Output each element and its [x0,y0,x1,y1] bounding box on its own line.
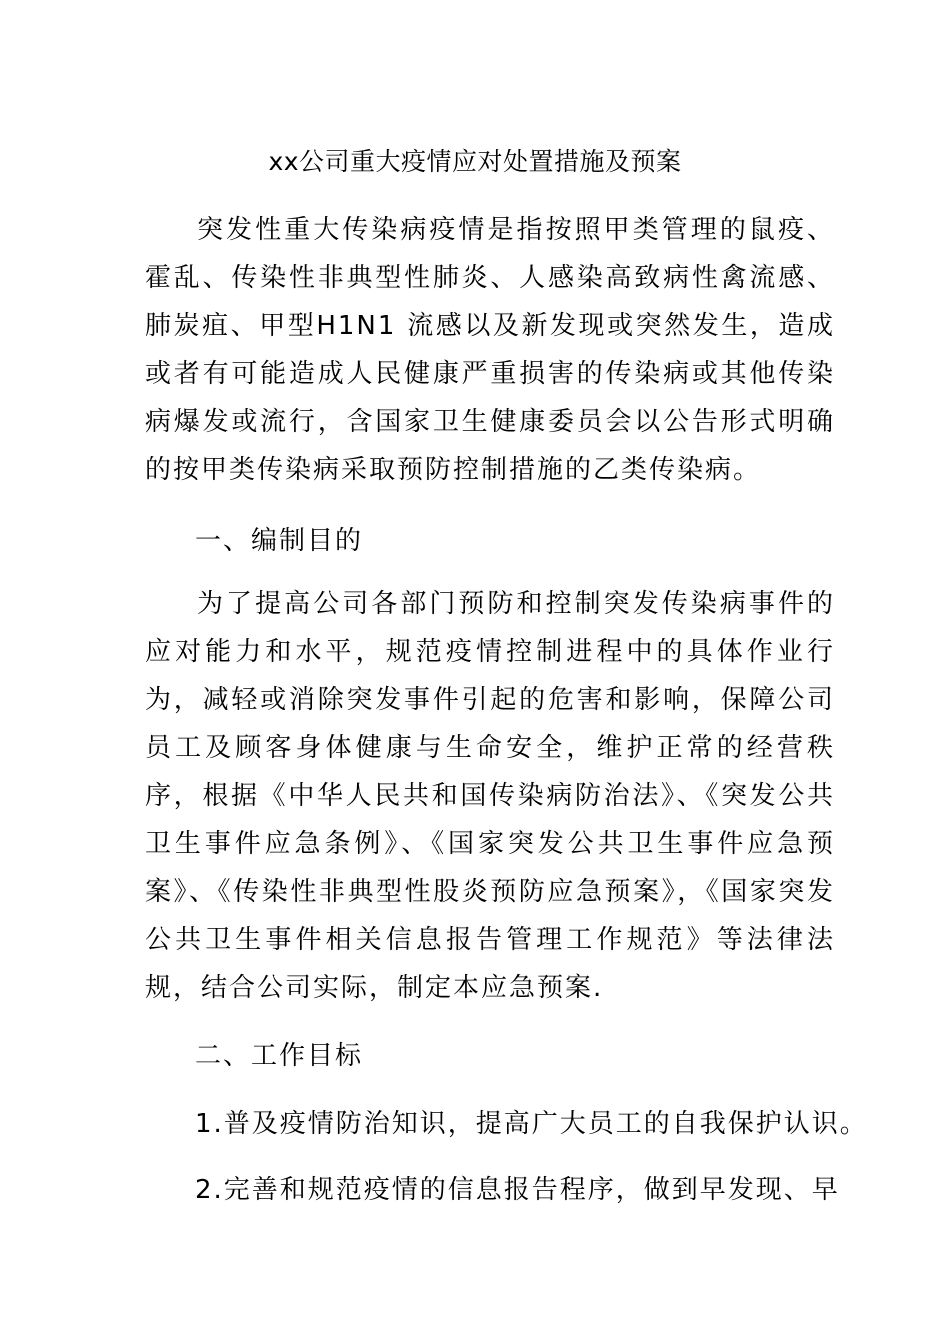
section-heading-purpose: 一、编制目的 [195,526,364,556]
goal-item: 1.普及疫情防治知识，提高广大员工的自我保护认识。 [195,1109,868,1139]
goal-item: 2.完善和规范疫情的信息报告程序，做到早发现、早 [195,1175,840,1205]
purpose-paragraph: 为了提高公司各部门预防和控制突发传染病事件的应对能力和水平，规范疫情控制进程中的具体作业行为，减轻或消除突发事件引起的危害和影响，保障公司员工及顾客身体健康与生命安全，维护正常的经营秩序，根据《中华人民共和国传染病防治法》、《突发公共卫生事件应急条例》、《国家突发公共卫生事件应急预案》、《传染性非典型性股炎预防应急预案》，《国家突发公共卫生事件相关信息报告管理工作规范》等法律法规，结合公司实际，制定本应急预案. [145,589,835,1003]
document-title: xx公司重大疫情应对处置措施及预案 [268,147,682,176]
section-heading-goals: 二、工作目标 [195,1041,364,1071]
intro-paragraph: 突发性重大传染病疫情是指按照甲类管理的鼠疫、霍乱、传染性非典型性肺炎、人感染高致病性禽流感、肺炭疽、甲型H1N1 流感以及新发现或突然发生，造成或者有可能造成人民健康严重损害的传染病或其他传染病爆发或流行，含国家卫生健康委员会以公告形式明确的按甲类传染病采取预防控制措施的乙类传染病。 [145,215,835,485]
